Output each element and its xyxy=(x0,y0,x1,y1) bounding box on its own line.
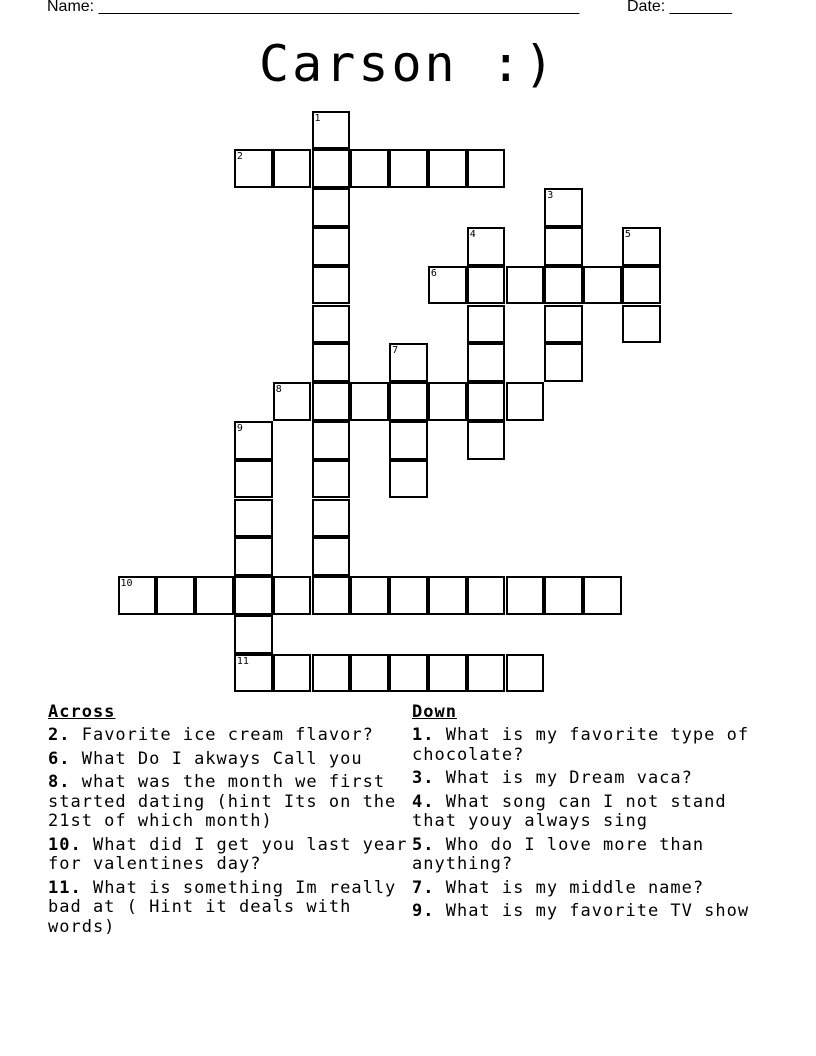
clue-number-8: 8 xyxy=(275,384,282,396)
grid-cell[interactable] xyxy=(467,382,506,421)
grid-cell[interactable] xyxy=(312,537,351,576)
grid-cell[interactable] xyxy=(234,654,273,693)
clue-number: 6. xyxy=(48,748,71,769)
clue-text: What is my Dream vaca? xyxy=(434,768,693,788)
down-heading: Down xyxy=(412,702,457,722)
down-clue xyxy=(412,879,772,899)
grid-cell[interactable] xyxy=(195,576,234,615)
grid-cell[interactable] xyxy=(583,266,622,305)
clue-number-10: 10 xyxy=(120,578,133,590)
clue-number-9: 9 xyxy=(236,422,243,434)
grid-cell[interactable] xyxy=(234,421,273,460)
grid-cell[interactable] xyxy=(467,305,506,344)
clue-number-5: 5 xyxy=(624,228,631,240)
clue-number: 7. xyxy=(412,877,435,898)
grid-cell[interactable] xyxy=(312,576,351,615)
clue-text: Favorite ice cream flavor? xyxy=(70,725,374,745)
grid-cell[interactable] xyxy=(467,576,506,615)
grid-cell[interactable] xyxy=(312,111,351,150)
across-clue xyxy=(48,726,410,746)
down-clue xyxy=(412,769,772,789)
grid-cell[interactable] xyxy=(622,305,661,344)
grid-cell[interactable] xyxy=(428,654,467,693)
grid-cell[interactable] xyxy=(389,343,428,382)
grid-cell[interactable] xyxy=(234,499,273,538)
clue-number: 1. xyxy=(412,725,435,745)
clue-number-1: 1 xyxy=(314,112,321,124)
grid-cell[interactable] xyxy=(544,227,583,266)
down-clues xyxy=(412,702,772,926)
grid-cell[interactable] xyxy=(428,149,467,188)
down-clue xyxy=(412,793,772,832)
clue-number-4: 4 xyxy=(469,228,476,240)
clue-number: 2. xyxy=(48,725,71,745)
grid-cell[interactable] xyxy=(467,149,506,188)
grid-cell[interactable] xyxy=(273,576,312,615)
grid-cell[interactable] xyxy=(389,421,428,460)
grid-cell[interactable] xyxy=(350,382,389,421)
clue-text: What is my favorite type of chocolate? xyxy=(412,725,750,765)
clue-number: 4. xyxy=(412,791,435,812)
across-clue xyxy=(48,879,410,938)
across-clues xyxy=(48,702,410,941)
grid-cell[interactable] xyxy=(506,382,545,421)
clue-number: 3. xyxy=(412,768,435,788)
clue-number-7: 7 xyxy=(392,345,399,357)
clue-number-2: 2 xyxy=(236,151,243,163)
grid-cell[interactable] xyxy=(312,421,351,460)
puzzle-title: Carson :) xyxy=(259,35,557,93)
across-clue xyxy=(48,773,410,832)
grid-cell[interactable] xyxy=(506,576,545,615)
clue-number: 11. xyxy=(48,877,82,898)
grid-cell[interactable] xyxy=(312,188,351,227)
grid-cell[interactable] xyxy=(622,266,661,305)
grid-cell[interactable] xyxy=(350,149,389,188)
grid-cell[interactable] xyxy=(234,615,273,654)
clue-number-3: 3 xyxy=(547,190,554,202)
clue-text: What is my middle name? xyxy=(434,877,705,898)
grid-cell[interactable] xyxy=(544,188,583,227)
grid-cell[interactable] xyxy=(389,654,428,693)
grid-cell[interactable] xyxy=(312,654,351,693)
grid-cell[interactable] xyxy=(428,266,467,305)
down-clue xyxy=(412,726,772,765)
grid-cell[interactable] xyxy=(312,382,351,421)
grid-cell[interactable] xyxy=(234,576,273,615)
clue-text: What Do I akways Call you xyxy=(70,748,363,769)
grid-cell[interactable] xyxy=(234,460,273,499)
clue-number-11: 11 xyxy=(236,655,249,667)
grid-cell[interactable] xyxy=(467,421,506,460)
grid-cell[interactable] xyxy=(273,654,312,693)
grid-cell[interactable] xyxy=(312,499,351,538)
clue-text: Who do I love more than anything? xyxy=(412,834,705,874)
grid-cell[interactable] xyxy=(156,576,195,615)
grid-cell[interactable] xyxy=(467,343,506,382)
clue-number: 9. xyxy=(412,901,435,921)
across-clue xyxy=(48,750,410,770)
grid-cell[interactable] xyxy=(312,227,351,266)
clue-text: What is my favorite TV show xyxy=(434,901,750,921)
grid-cell[interactable] xyxy=(506,266,545,305)
grid-cell[interactable] xyxy=(273,382,312,421)
clue-number: 10. xyxy=(48,834,82,855)
grid-cell[interactable] xyxy=(350,576,389,615)
grid-cell[interactable] xyxy=(312,460,351,499)
grid-cell[interactable] xyxy=(312,149,351,188)
date-field[interactable]: Date: _______ xyxy=(627,0,732,15)
grid-cell[interactable] xyxy=(273,149,312,188)
grid-cell[interactable] xyxy=(428,576,467,615)
down-clue xyxy=(412,836,772,875)
across-clue xyxy=(48,836,410,875)
grid-cell[interactable] xyxy=(467,227,506,266)
grid-cell[interactable] xyxy=(467,266,506,305)
clue-text: what was the month we first started dating (hint Its on the 21st of which month) xyxy=(48,772,397,831)
grid-cell[interactable] xyxy=(234,149,273,188)
grid-cell[interactable] xyxy=(583,576,622,615)
grid-cell[interactable] xyxy=(544,576,583,615)
grid-cell[interactable] xyxy=(428,382,467,421)
name-field[interactable]: Name: ______________________________________________________ xyxy=(47,0,580,15)
grid-cell[interactable] xyxy=(544,266,583,305)
grid-cell[interactable] xyxy=(234,537,273,576)
grid-cell[interactable] xyxy=(506,654,545,693)
grid-cell[interactable] xyxy=(389,149,428,188)
grid-cell[interactable] xyxy=(312,305,351,344)
grid-cell[interactable] xyxy=(389,382,428,421)
clue-text: What did I get you last year for valentines day? xyxy=(48,834,408,874)
grid-cell[interactable] xyxy=(118,576,157,615)
clue-number: 5. xyxy=(412,834,435,855)
grid-cell[interactable] xyxy=(467,654,506,693)
clue-text: What song can I not stand that youy always sing xyxy=(412,791,727,831)
across-heading: Across xyxy=(48,702,116,722)
grid-cell[interactable] xyxy=(312,266,351,305)
grid-cell[interactable] xyxy=(350,654,389,693)
grid-cell[interactable] xyxy=(389,460,428,499)
clue-number-6: 6 xyxy=(430,267,437,279)
grid-cell[interactable] xyxy=(544,305,583,344)
down-clue xyxy=(412,902,772,922)
grid-cell[interactable] xyxy=(544,343,583,382)
grid-cell[interactable] xyxy=(622,227,661,266)
clue-text: What is something Im really bad at ( Hint it deals with words) xyxy=(48,877,397,937)
grid-cell[interactable] xyxy=(389,576,428,615)
clue-number: 8. xyxy=(48,772,71,792)
grid-cell[interactable] xyxy=(312,343,351,382)
